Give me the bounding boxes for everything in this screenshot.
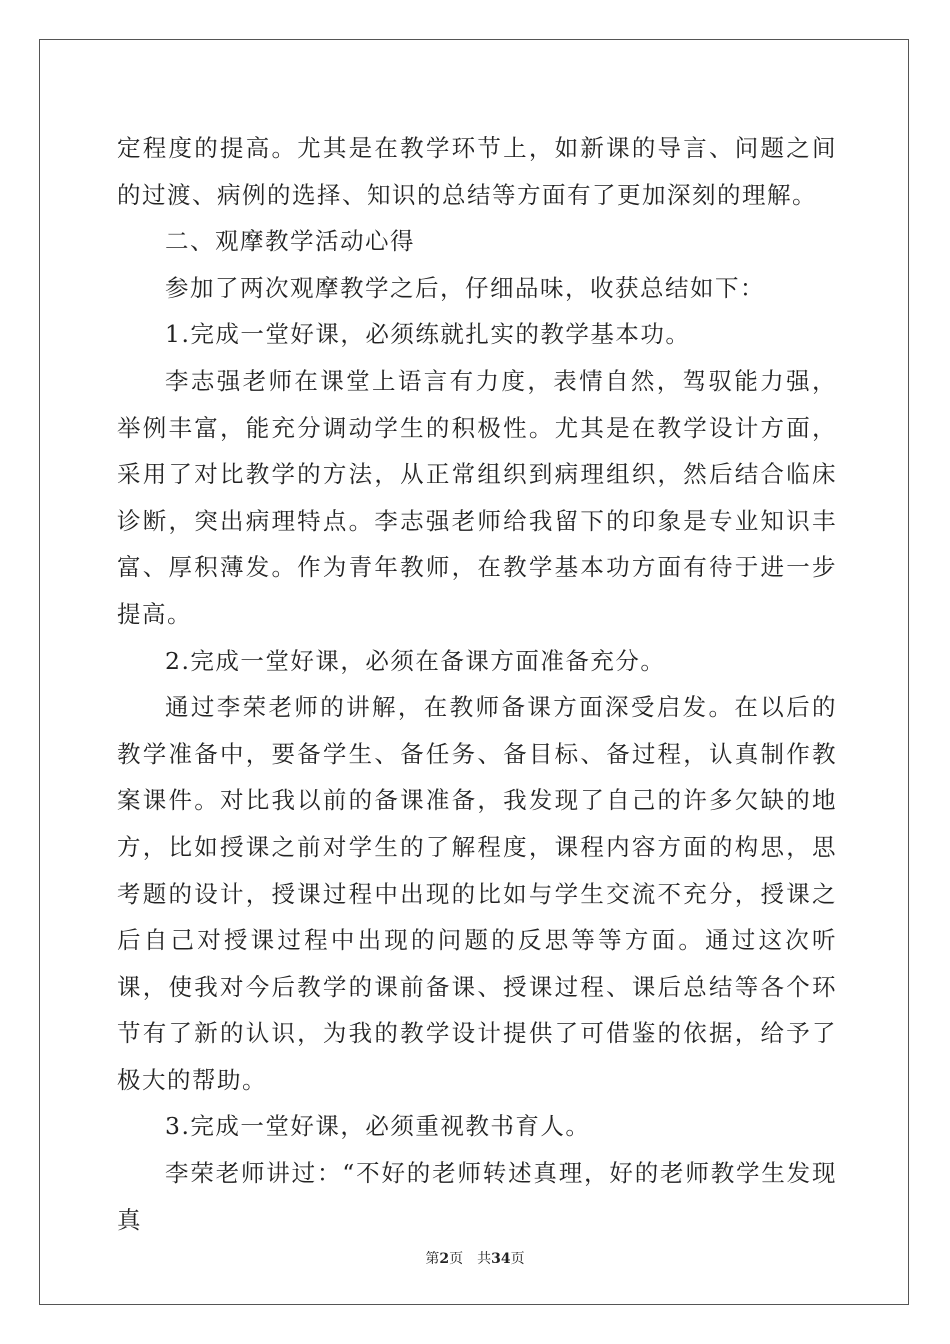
list-item-heading: 2.完成一堂好课，必须在备课方面准备充分。 [165,646,666,675]
section-heading: 二、观摩教学活动心得 [165,227,415,256]
paragraph: 李荣老师讲过：“不好的老师转述真理，好的老师教学生发现真 [117,1159,837,1234]
page-footer [0,1248,950,1268]
list-item-heading: 3.完成一堂好课，必须重视教书育人。 [165,1112,591,1141]
paragraph: 参加了两次观摩教学之后，仔细品味，收获总结如下： [165,273,765,302]
list-item-heading: 1.完成一堂好课，必须练就扎实的教学基本功。 [165,320,691,349]
page-number: 2 [439,1251,450,1267]
document-body [117,125,837,1243]
paragraph: 通过李荣老师的讲解，在教师备课方面深受启发。在以后的教学准备中，要备学生、备任务、备目标、备过程，认真制作教案课件。对比我以前的备课准备，我发现了自己的许多欠缺的地方，比如授课之前对学生的了解程度，课程内容方面的构思，思考题的设计，授课过程中出现的比如与学生交流不充分，授课之后自己对授课过程中出现的问题的反思等等方面。通过这次听课，使我对今后教学的课前备课、授课过程、课后总结等各个环节有了新的认识，为我的教学设计提供了可借鉴的依据，给予了极大的帮助。 [117,693,837,1094]
paragraph: 李志强老师在课堂上语言有力度，表情自然，驾驭能力强，举例丰富，能充分调动学生的积极性。尤其是在教学设计方面，采用了对比教学的方法，从正常组织到病理组织，然后结合临床诊断，突出病理特点。李志强老师给我留下的印象是专业知识丰富、厚积薄发。作为青年教师，在教学基本功方面有待于进一步提高。 [117,366,837,628]
page-prefix: 第 [425,1251,440,1267]
total-pages: 34 [491,1251,511,1267]
paragraph: 定程度的提高。尤其是在教学环节上，如新课的导言、问题之间的过渡、病例的选择、知识的总结等方面有了更加深刻的理解。 [117,134,837,209]
total-suffix: 页 [510,1251,525,1267]
total-prefix: 共 [477,1251,492,1267]
page-suffix: 页 [449,1251,464,1267]
